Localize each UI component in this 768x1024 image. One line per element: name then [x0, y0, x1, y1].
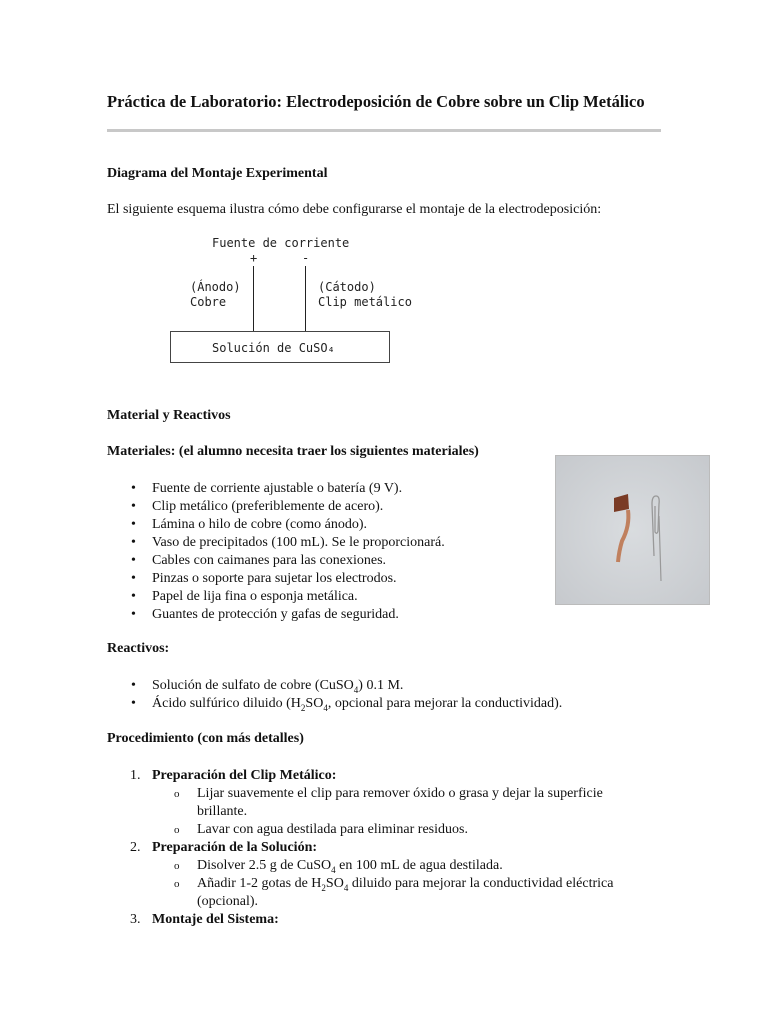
page-title: Práctica de Laboratorio: Electrodeposición de Cobre sobre un Clip Metálico [107, 92, 645, 111]
step-number: 2. [130, 840, 141, 855]
subscript: 2 [321, 882, 326, 893]
text: SO [305, 696, 324, 711]
cathode-wire [305, 266, 306, 331]
solution-label: Solución de CuSO₄ [212, 341, 335, 355]
step-2-sub-1 [174, 857, 503, 875]
list-item: • Fuente de corriente ajustable o batería (9 V). [107, 480, 445, 498]
step-1-sub-2 [174, 821, 468, 839]
text: o Lavar con agua destilada para eliminar residuos. [197, 822, 468, 837]
divider [107, 129, 661, 132]
reagents-list [107, 677, 562, 713]
list-item: • Clip metálico (preferiblemente de acero). [107, 498, 445, 516]
list-item [107, 677, 562, 695]
text: en 100 mL de agua destilada. [335, 858, 503, 873]
photo-content [556, 456, 709, 604]
step-2 [130, 839, 317, 857]
step-title: Preparación de la Solución: [152, 840, 318, 855]
text: Ácido sulfúrico diluido (H [152, 696, 301, 711]
line [174, 857, 503, 875]
subscript: 4 [353, 684, 359, 695]
materials-list [107, 480, 445, 624]
list-item: • Guantes de protección y gafas de seguridad. [107, 606, 445, 624]
line [174, 875, 613, 893]
list-item: • Papel de lija fina o esponja metálica. [107, 588, 445, 606]
list-item: • Pinzas o soporte para sujetar los electrodos. [107, 570, 445, 588]
subscript: 4 [343, 882, 349, 893]
step-title: Montaje del Sistema: [152, 912, 279, 927]
power-source-label: Fuente de corriente [212, 236, 350, 250]
text: diluido para mejorar la conductividad eléctrica [348, 876, 614, 891]
step-2-sub-2 [174, 875, 613, 911]
list-item: • Lámina o hilo de cobre (como ánodo). [107, 516, 445, 534]
copper-and-clip-photo [555, 455, 710, 605]
text: Solución de sulfato de cobre (CuSO [152, 678, 354, 693]
subscript: 2 [300, 702, 306, 713]
anode-wire [253, 266, 254, 331]
list-item [107, 695, 562, 713]
subscript: 4 [331, 864, 336, 875]
step-1-sub-1 [174, 785, 603, 821]
diagram-heading: Diagrama del Montaje Experimental [107, 166, 328, 181]
materials-heading: Materiales: (el alumno necesita traer los siguientes materiales) [107, 444, 479, 459]
text: Disolver 2.5 g de CuSO [197, 858, 332, 873]
reagents-heading: Reactivos: [107, 641, 170, 656]
anode-label: (Ánodo) [190, 280, 241, 294]
text: SO [325, 876, 344, 891]
plus-terminal: + [250, 251, 258, 265]
cathode-material: Clip metálico [318, 295, 412, 309]
list-item: • Vaso de precipitados (100 mL). Se le proporcionará. [107, 534, 445, 552]
step-number: 3. [130, 912, 141, 927]
step-3 [130, 911, 279, 929]
text: ) 0.1 M. [358, 678, 404, 693]
list-item: • Cables con caimanes para las conexiones. [107, 552, 445, 570]
anode-material: Cobre [190, 295, 227, 309]
text: o Lijar suavemente el clip para remover óxido o grasa y dejar la superficie [197, 786, 603, 801]
step-number: 1. [130, 768, 141, 783]
step-1 [130, 767, 336, 785]
text: , opcional para mejorar la conductividad). [327, 696, 563, 711]
materials-reagents-heading: Material y Reactivos [107, 408, 231, 423]
procedure-heading: Procedimiento (con más detalles) [107, 731, 304, 746]
text: Añadir 1-2 gotas de H [197, 876, 322, 891]
cathode-label: (Cátodo) [318, 280, 376, 294]
diagram-intro: El siguiente esquema ilustra cómo debe configurarse el montaje de la electrodeposición: [107, 202, 602, 217]
subscript: 4 [323, 702, 328, 713]
step-title: Preparación del Clip Metálico: [152, 768, 337, 783]
text: (opcional). [197, 894, 259, 909]
minus-terminal: - [302, 251, 310, 265]
text: brillante. [197, 804, 248, 819]
